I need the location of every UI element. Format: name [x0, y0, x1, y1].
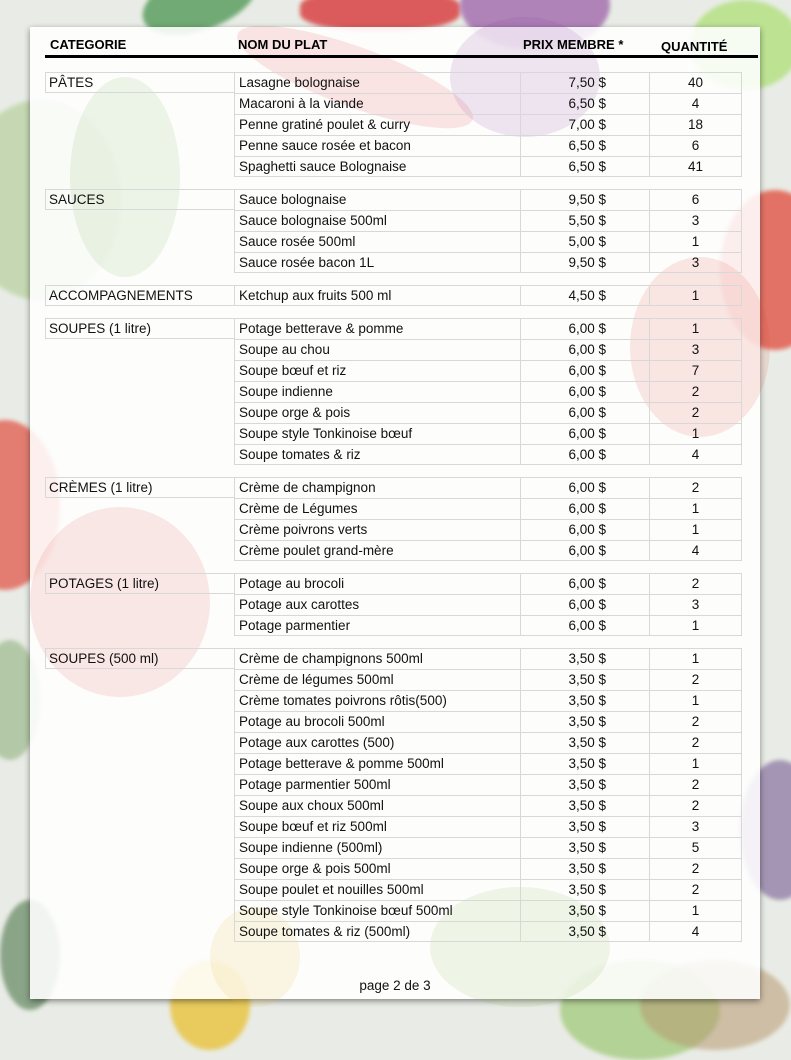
table-row [45, 669, 742, 690]
dish-name-cell: Crème de légumes 500ml [234, 669, 520, 690]
price-cell: 3,50 $ [520, 648, 649, 669]
dish-name-cell: Potage aux carottes [234, 594, 520, 615]
category-section [45, 189, 742, 273]
dish-name-cell: Soupe orge & pois 500ml [234, 858, 520, 879]
table-row [45, 72, 742, 93]
price-cell: 3,50 $ [520, 858, 649, 879]
dish-name-cell: Ketchup aux fruits 500 ml [234, 285, 520, 306]
dish-name-cell: Potage au brocoli 500ml [234, 711, 520, 732]
table-row [45, 711, 742, 732]
dish-name-cell: Soupe indienne (500ml) [234, 837, 520, 858]
dish-name-cell: Sauce bolognaise [234, 189, 520, 210]
category-cell [45, 360, 234, 381]
price-cell: 9,50 $ [520, 189, 649, 210]
dish-name-cell: Soupe orge & pois [234, 402, 520, 423]
category-cell [45, 156, 234, 177]
quantity-cell: 4 [649, 921, 742, 942]
quantity-cell: 40 [649, 72, 742, 93]
dish-name-cell: Crème de champignon [234, 477, 520, 498]
dish-name-cell: Spaghetti sauce Bolognaise [234, 156, 520, 177]
table-row [45, 402, 742, 423]
price-cell: 6,00 $ [520, 519, 649, 540]
category-cell [45, 879, 234, 900]
table-row [45, 615, 742, 636]
dish-name-cell: Soupe tomates & riz (500ml) [234, 921, 520, 942]
table-row [45, 444, 742, 465]
price-cell: 3,50 $ [520, 837, 649, 858]
page-number: page 2 de 3 [359, 978, 431, 993]
price-cell: 3,50 $ [520, 732, 649, 753]
category-cell [45, 423, 234, 444]
quantity-cell: 4 [649, 540, 742, 561]
price-cell: 3,50 $ [520, 921, 649, 942]
category-cell [45, 690, 234, 711]
price-cell: 6,00 $ [520, 339, 649, 360]
quantity-cell: 1 [649, 900, 742, 921]
category-cell: PÂTES [45, 72, 234, 93]
dish-name-cell: Crème poulet grand-mère [234, 540, 520, 561]
table-row [45, 921, 742, 942]
header-quantite: QUANTITÉ [661, 39, 728, 54]
quantity-cell: 2 [649, 795, 742, 816]
quantity-cell: 7 [649, 360, 742, 381]
dish-name-cell: Potage betterave & pomme 500ml [234, 753, 520, 774]
category-section [45, 477, 742, 561]
price-cell: 3,50 $ [520, 690, 649, 711]
menu-table [45, 72, 742, 954]
category-cell [45, 594, 234, 615]
table-row [45, 594, 742, 615]
quantity-cell: 18 [649, 114, 742, 135]
quantity-cell: 2 [649, 402, 742, 423]
category-cell [45, 921, 234, 942]
price-cell: 6,00 $ [520, 573, 649, 594]
category-section [45, 285, 742, 306]
category-cell [45, 93, 234, 114]
dish-name-cell: Sauce bolognaise 500ml [234, 210, 520, 231]
price-cell: 6,00 $ [520, 444, 649, 465]
price-cell: 6,00 $ [520, 594, 649, 615]
dish-name-cell: Lasagne bolognaise [234, 72, 520, 93]
quantity-cell: 1 [649, 231, 742, 252]
table-row [45, 189, 742, 210]
price-cell: 6,00 $ [520, 477, 649, 498]
quantity-cell: 2 [649, 573, 742, 594]
header-prix-membre: PRIX MEMBRE * [523, 37, 624, 52]
quantity-cell: 1 [649, 690, 742, 711]
price-cell: 3,50 $ [520, 816, 649, 837]
price-cell: 6,00 $ [520, 615, 649, 636]
price-cell: 7,50 $ [520, 72, 649, 93]
dish-name-cell: Soupe tomates & riz [234, 444, 520, 465]
table-row [45, 114, 742, 135]
dish-name-cell: Sauce rosée bacon 1L [234, 252, 520, 273]
dish-name-cell: Soupe style Tonkinoise bœuf [234, 423, 520, 444]
price-cell: 6,00 $ [520, 360, 649, 381]
quantity-cell: 2 [649, 732, 742, 753]
category-cell [45, 402, 234, 423]
category-cell: POTAGES (1 litre) [45, 573, 234, 594]
quantity-cell: 3 [649, 594, 742, 615]
quantity-cell: 5 [649, 837, 742, 858]
category-section [45, 318, 742, 465]
table-row [45, 135, 742, 156]
category-cell [45, 858, 234, 879]
category-cell [45, 837, 234, 858]
table-row [45, 360, 742, 381]
price-cell: 3,50 $ [520, 900, 649, 921]
table-row [45, 573, 742, 594]
category-cell [45, 615, 234, 636]
table-row [45, 732, 742, 753]
category-section [45, 573, 742, 636]
price-cell: 6,00 $ [520, 540, 649, 561]
quantity-cell: 1 [649, 648, 742, 669]
dish-name-cell: Soupe style Tonkinoise bœuf 500ml [234, 900, 520, 921]
table-row [45, 690, 742, 711]
document-page [30, 27, 760, 999]
dish-name-cell: Sauce rosée 500ml [234, 231, 520, 252]
quantity-cell: 2 [649, 477, 742, 498]
quantity-cell: 4 [649, 444, 742, 465]
quantity-cell: 3 [649, 210, 742, 231]
quantity-cell: 2 [649, 381, 742, 402]
dish-name-cell: Crème de Légumes [234, 498, 520, 519]
quantity-cell: 2 [649, 711, 742, 732]
table-row [45, 477, 742, 498]
category-cell [45, 114, 234, 135]
table-row [45, 93, 742, 114]
price-cell: 3,50 $ [520, 753, 649, 774]
price-cell: 6,50 $ [520, 156, 649, 177]
price-cell: 6,00 $ [520, 402, 649, 423]
table-row [45, 339, 742, 360]
price-cell: 6,00 $ [520, 498, 649, 519]
table-row [45, 900, 742, 921]
dish-name-cell: Potage parmentier 500ml [234, 774, 520, 795]
dish-name-cell: Potage au brocoli [234, 573, 520, 594]
price-cell: 5,00 $ [520, 231, 649, 252]
table-row [45, 816, 742, 837]
dish-name-cell: Potage betterave & pomme [234, 318, 520, 339]
category-cell: SOUPES (1 litre) [45, 318, 234, 339]
price-cell: 3,50 $ [520, 879, 649, 900]
price-cell: 3,50 $ [520, 711, 649, 732]
quantity-cell: 3 [649, 339, 742, 360]
category-cell [45, 774, 234, 795]
quantity-cell: 6 [649, 189, 742, 210]
table-row [45, 252, 742, 273]
price-cell: 5,50 $ [520, 210, 649, 231]
price-cell: 3,50 $ [520, 669, 649, 690]
category-cell [45, 816, 234, 837]
table-row [45, 231, 742, 252]
dish-name-cell: Potage aux carottes (500) [234, 732, 520, 753]
dish-name-cell: Soupe bœuf et riz [234, 360, 520, 381]
dish-name-cell: Crème tomates poivrons rôtis(500) [234, 690, 520, 711]
table-row [45, 795, 742, 816]
header-nom-du-plat: NOM DU PLAT [238, 37, 328, 52]
table-row [45, 423, 742, 444]
table-row [45, 540, 742, 561]
category-cell: SOUPES (500 ml) [45, 648, 234, 669]
category-cell [45, 900, 234, 921]
category-section [45, 648, 742, 942]
quantity-cell: 3 [649, 816, 742, 837]
quantity-cell: 41 [649, 156, 742, 177]
dish-name-cell: Soupe bœuf et riz 500ml [234, 816, 520, 837]
table-row [45, 648, 742, 669]
table-row [45, 285, 742, 306]
category-cell [45, 732, 234, 753]
category-cell: CRÈMES (1 litre) [45, 477, 234, 498]
category-cell: SAUCES [45, 189, 234, 210]
category-cell [45, 519, 234, 540]
table-row [45, 519, 742, 540]
header-categorie: CATEGORIE [50, 37, 127, 52]
table-row [45, 858, 742, 879]
dish-name-cell: Soupe au chou [234, 339, 520, 360]
price-cell: 6,00 $ [520, 381, 649, 402]
quantity-cell: 3 [649, 252, 742, 273]
price-cell: 6,50 $ [520, 93, 649, 114]
table-row [45, 381, 742, 402]
quantity-cell: 1 [649, 285, 742, 306]
table-row [45, 498, 742, 519]
category-section [45, 72, 742, 177]
dish-name-cell: Potage parmentier [234, 615, 520, 636]
quantity-cell: 2 [649, 774, 742, 795]
category-cell [45, 135, 234, 156]
category-cell [45, 231, 234, 252]
table-row [45, 318, 742, 339]
category-cell [45, 711, 234, 732]
table-row [45, 156, 742, 177]
price-cell: 6,00 $ [520, 318, 649, 339]
table-row [45, 210, 742, 231]
price-cell: 4,50 $ [520, 285, 649, 306]
category-cell: ACCOMPAGNEMENTS [45, 285, 234, 306]
category-cell [45, 252, 234, 273]
quantity-cell: 1 [649, 318, 742, 339]
price-cell: 6,00 $ [520, 423, 649, 444]
quantity-cell: 2 [649, 879, 742, 900]
price-cell: 3,50 $ [520, 774, 649, 795]
quantity-cell: 1 [649, 519, 742, 540]
price-cell: 7,00 $ [520, 114, 649, 135]
quantity-cell: 2 [649, 858, 742, 879]
dish-name-cell: Crème de champignons 500ml [234, 648, 520, 669]
table-row [45, 837, 742, 858]
dish-name-cell: Macaroni à la viande [234, 93, 520, 114]
quantity-cell: 1 [649, 498, 742, 519]
quantity-cell: 1 [649, 753, 742, 774]
category-cell [45, 381, 234, 402]
table-row [45, 879, 742, 900]
dish-name-cell: Soupe aux choux 500ml [234, 795, 520, 816]
dish-name-cell: Crème poivrons verts [234, 519, 520, 540]
category-cell [45, 753, 234, 774]
quantity-cell: 4 [649, 93, 742, 114]
table-header [45, 35, 758, 58]
price-cell: 9,50 $ [520, 252, 649, 273]
dish-name-cell: Penne sauce rosée et bacon [234, 135, 520, 156]
category-cell [45, 210, 234, 231]
table-row [45, 753, 742, 774]
quantity-cell: 1 [649, 423, 742, 444]
dish-name-cell: Penne gratiné poulet & curry [234, 114, 520, 135]
quantity-cell: 1 [649, 615, 742, 636]
category-cell [45, 339, 234, 360]
category-cell [45, 669, 234, 690]
chili-pepper-illustration [300, 0, 460, 30]
quantity-cell: 2 [649, 669, 742, 690]
category-cell [45, 444, 234, 465]
dish-name-cell: Soupe indienne [234, 381, 520, 402]
category-cell [45, 540, 234, 561]
price-cell: 3,50 $ [520, 795, 649, 816]
price-cell: 6,50 $ [520, 135, 649, 156]
dish-name-cell: Soupe poulet et nouilles 500ml [234, 879, 520, 900]
category-cell [45, 498, 234, 519]
table-row [45, 774, 742, 795]
quantity-cell: 6 [649, 135, 742, 156]
category-cell [45, 795, 234, 816]
